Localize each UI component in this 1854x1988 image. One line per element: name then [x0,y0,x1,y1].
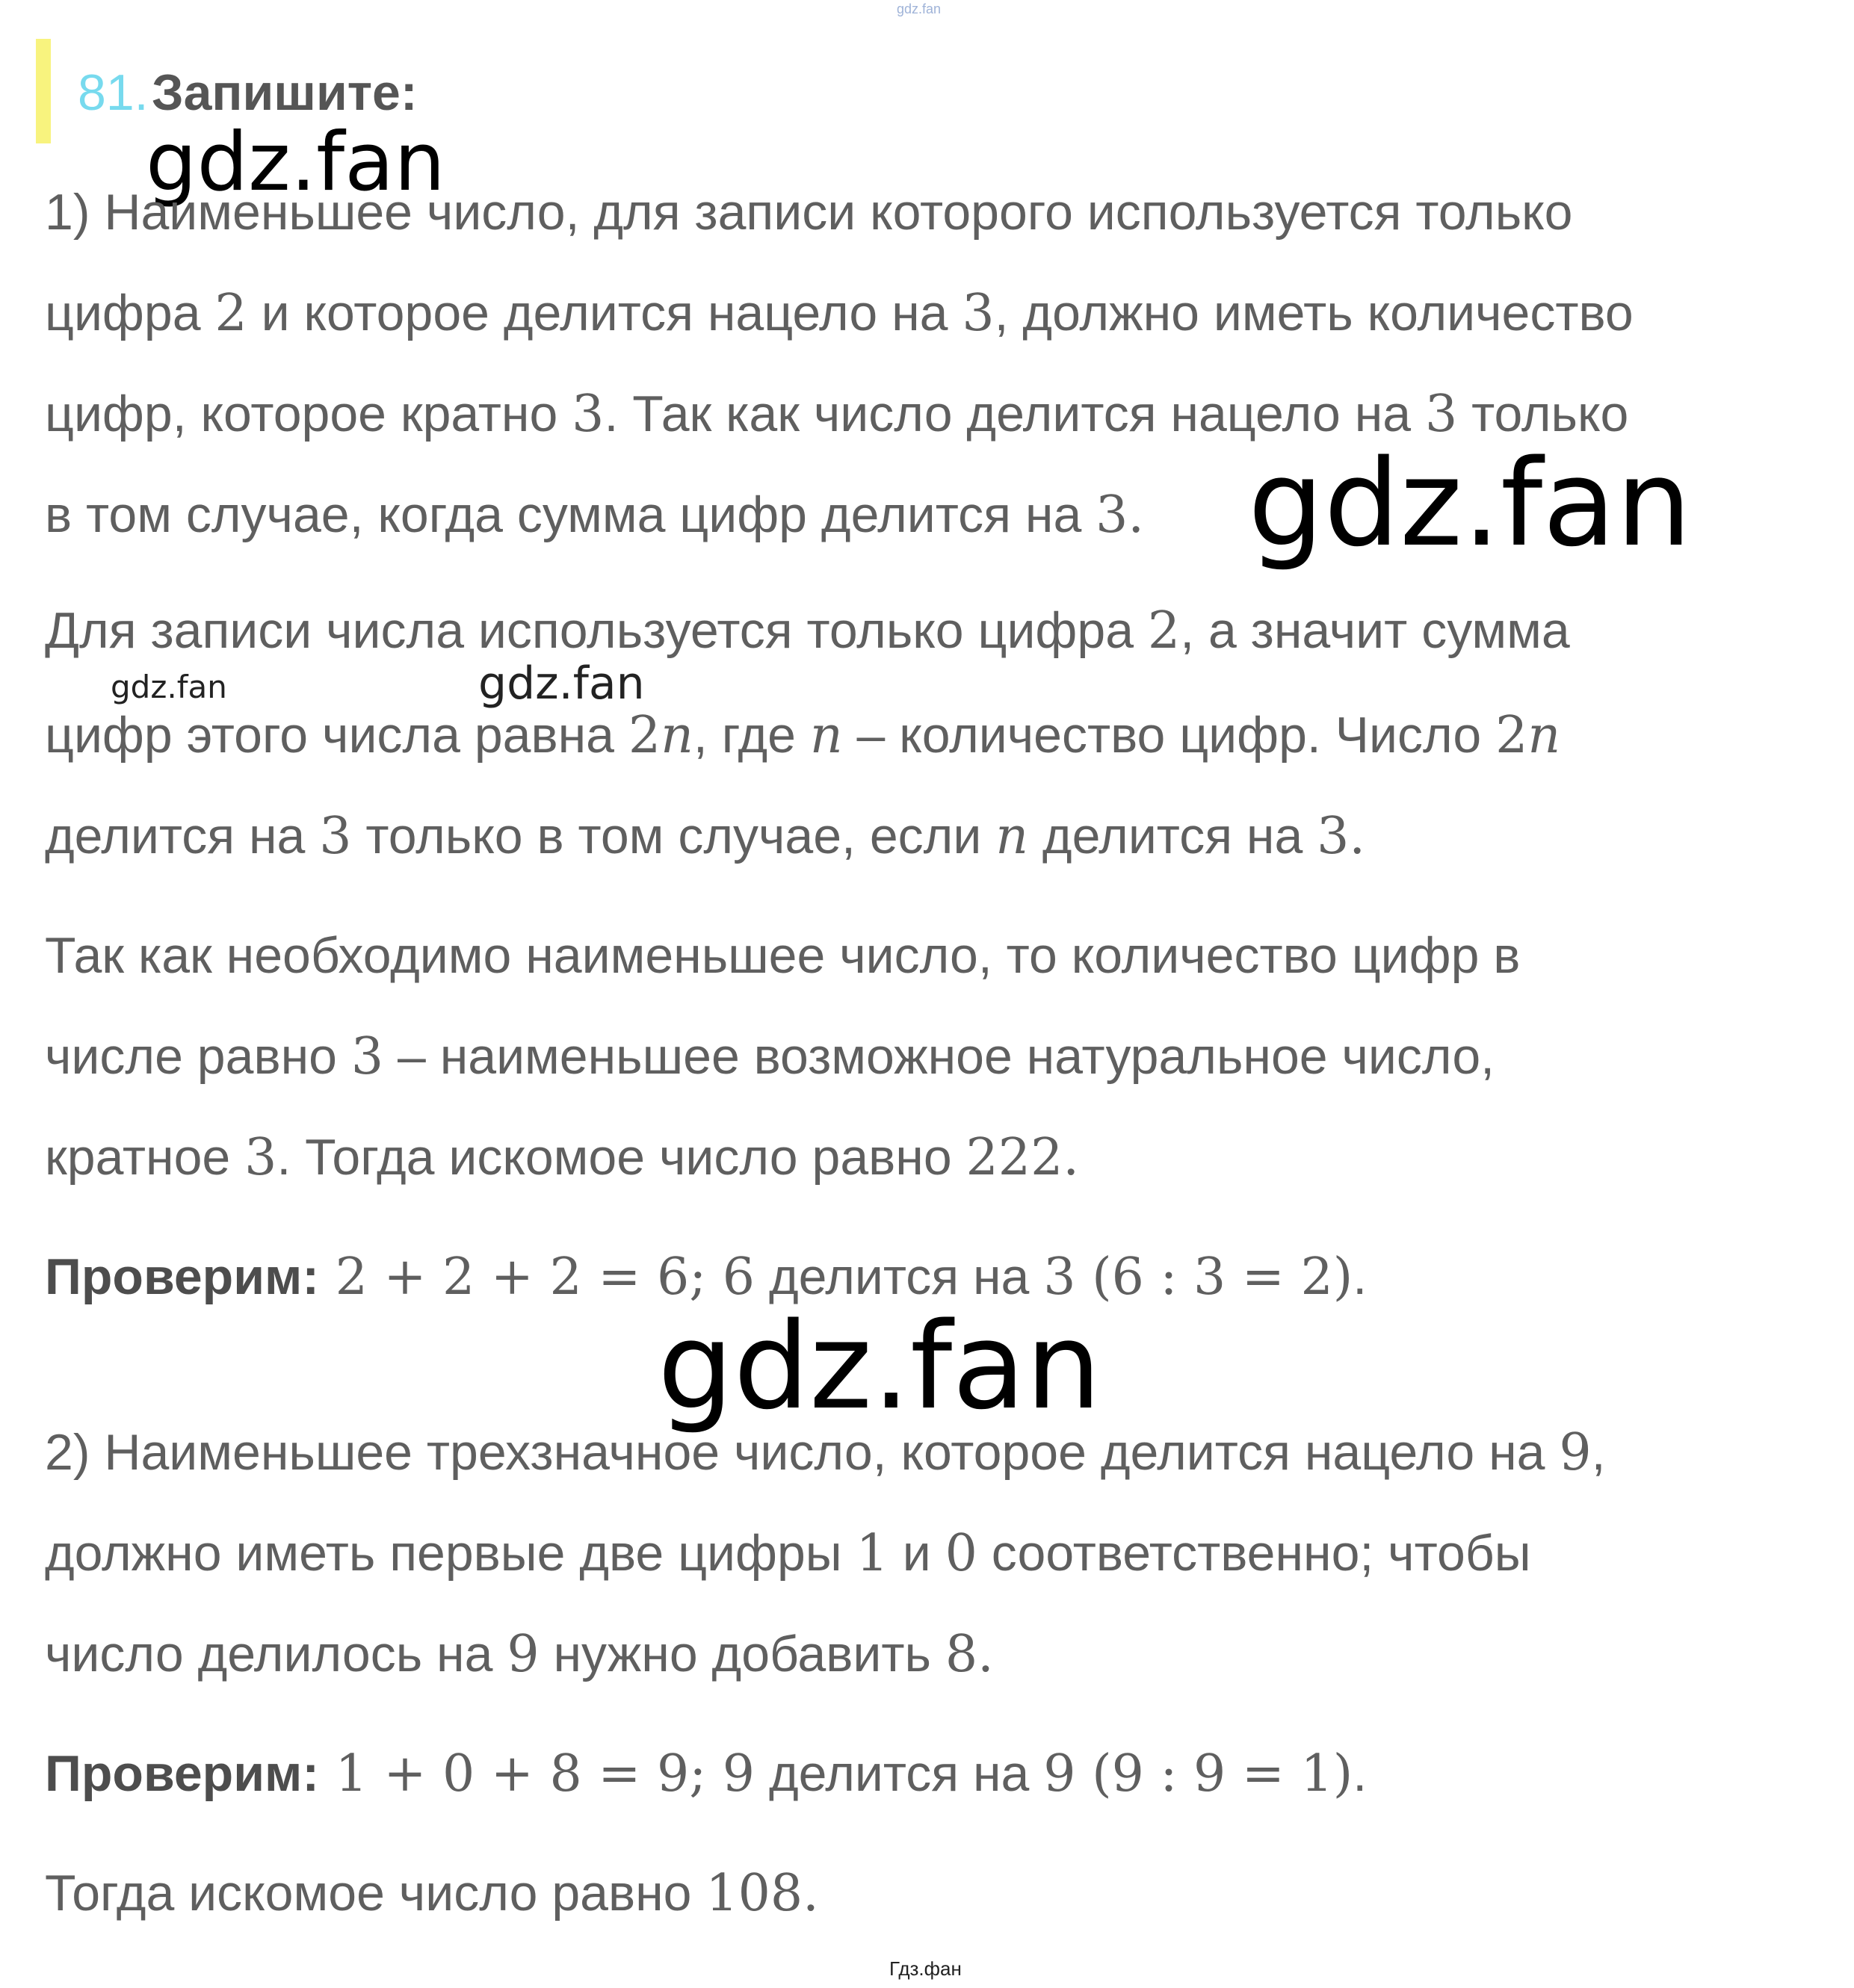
math: 3. [1317,807,1366,866]
text: делится на [45,808,320,864]
text: Для записи числа используется только цифра [45,602,1148,659]
watermark-1: gdz.fan [146,116,445,209]
footer-watermark: Гдз.фан [889,1957,962,1980]
p4-line-3 [45,1625,994,1684]
p3-line-1: Так как необходимо наименьшее число, то количество цифр в [45,927,1521,984]
math: 2 + 2 + 2 = 6; 6 [318,1248,755,1307]
text: числе равно [45,1028,351,1085]
text: число делилось на [45,1626,507,1682]
text: и которое делится нацело на [247,285,962,341]
math: 9 [507,1625,540,1684]
watermark-2: gdz.fan [1248,433,1692,573]
text: , а значит сумма [1180,602,1570,659]
math: 1 + 0 + 8 = 9; 9 [318,1744,755,1803]
p2-line-3 [45,807,1365,866]
math: 2 [628,706,661,765]
math-var: n [809,706,843,765]
text: цифр, которое кратно [45,385,572,442]
check-2 [45,1744,1367,1803]
text: делится на [755,1248,1044,1305]
math: 9 [1559,1423,1592,1482]
math: 8. [945,1625,994,1684]
watermark-4: gdz.fan [478,657,645,710]
math-var: n [995,807,1029,866]
math: 2 [1147,601,1181,660]
text: только в том случае, если [351,808,996,864]
task-heading [78,64,418,122]
text: делится на [1028,808,1317,864]
math: 1 [856,1524,889,1583]
math: 222. [965,1128,1079,1187]
text: 2) Наименьшее трехзначное число, которое делится нацело на [45,1424,1560,1481]
math: 9 (9 : 9 = 1) [1043,1744,1353,1803]
watermark-5: gdz.fan [658,1296,1101,1436]
text: и [888,1525,945,1582]
p2-line-2 [45,706,1560,765]
header-watermark: gdz.fan [897,1,942,16]
p1-line-4 [45,486,1144,545]
text: цифр этого числа равна [45,707,628,764]
text: должно иметь первые две цифры [45,1525,856,1582]
task-accent-bar [36,39,51,143]
p3-line-2 [45,1027,1495,1086]
p5-line-1 [45,1864,819,1923]
p2-line-1 [45,601,1570,660]
text: нужно добавить [539,1626,945,1682]
math: 3 (6 : 3 = 2) [1043,1248,1353,1307]
text: , где [693,707,810,764]
math: 108. [705,1864,819,1923]
p4-line-2 [45,1524,1531,1583]
text: цифра [45,285,215,341]
text: , должно иметь количество [994,285,1634,341]
math: 2 [1495,706,1528,765]
text: кратное [45,1129,245,1186]
text: . Тогда искомое число равно [276,1129,966,1186]
math-var: n [661,706,693,765]
text: . Так как число делится нацело на [604,385,1425,442]
check-label: Проверим: [45,1248,319,1305]
text: в том случае, когда сумма цифр делится на [45,486,1096,543]
watermark-3: gdz.fan [111,669,227,705]
text: . [1353,1248,1368,1305]
p3-line-3 [45,1128,1079,1187]
text: соответственно; чтобы [977,1525,1531,1582]
text: делится на [755,1745,1044,1802]
math: 3. [1096,486,1145,545]
math: 3 [319,807,352,866]
math: 3 [244,1128,277,1187]
p1-line-1: 1) Наименьшее число, для записи которого используется только [45,184,1573,241]
math: 3 [572,385,605,444]
task-number: 81. [78,64,149,121]
task-title: Запишите: [151,64,418,121]
math: 3 [962,284,995,343]
math-var: n [1527,706,1561,765]
text: . [1353,1745,1368,1802]
text: – наименьшее возможное натуральное число, [383,1028,1495,1085]
p1-line-2 [45,284,1634,343]
math: 3 [1424,385,1458,444]
check-label: Проверим: [45,1745,319,1802]
text: Тогда искомое число равно [45,1865,706,1922]
math: 0 [945,1524,977,1583]
text: – количество цифр. Число [842,707,1496,764]
text: только [1457,385,1629,442]
math: 2 [214,284,247,343]
p4-line-1 [45,1423,1606,1482]
text: , [1591,1424,1606,1481]
math: 3 [350,1027,384,1086]
